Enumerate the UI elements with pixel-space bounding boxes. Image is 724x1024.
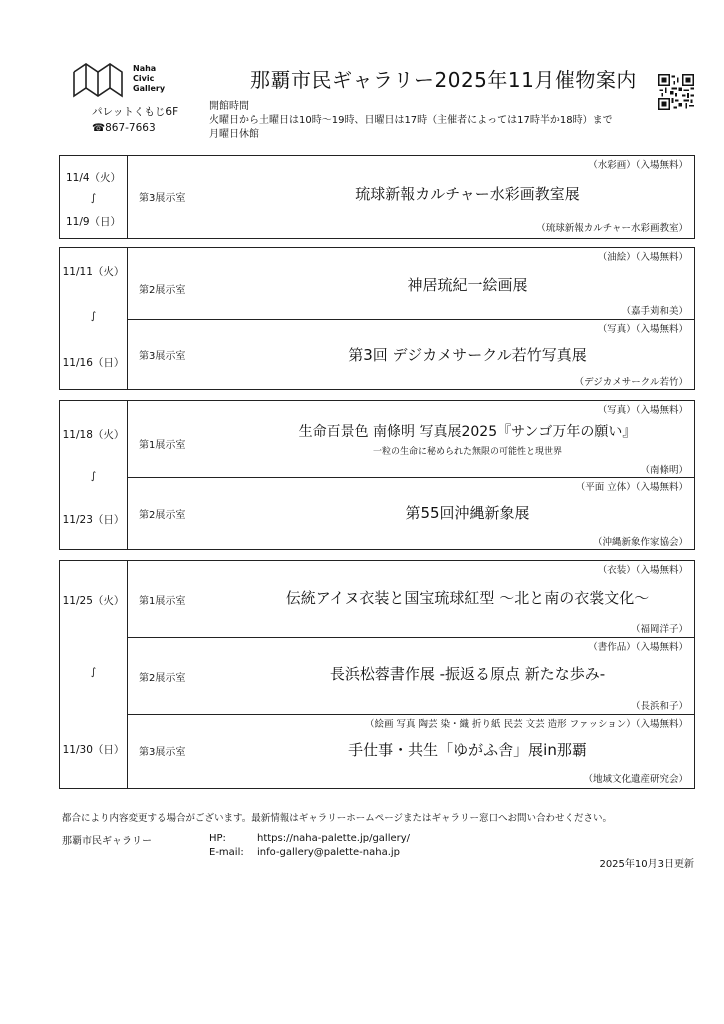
gallery-name: 那覇市民ギャラリー (62, 836, 152, 847)
schedule-block-2 (59, 247, 695, 390)
location-info (92, 104, 178, 136)
change-notice: 都合により内容変更する場合がございます。最新情報はギャラリーホームページまたはギャラリー窓口へお問い合わせください。 (62, 813, 613, 824)
date-end: 11/30（日） (62, 744, 125, 756)
qr-code-icon[interactable] (658, 74, 694, 110)
event-organizer: （長浜和子） (630, 701, 688, 712)
date-column (60, 561, 128, 788)
event-title: 第3回 デジカメサークル若竹写真展 (348, 346, 587, 364)
date-end: 11/9（日） (65, 216, 122, 228)
room-label: 第3展示室 (139, 747, 186, 758)
date-start: 11/4（火） (65, 172, 122, 184)
room-label: 第1展示室 (139, 596, 186, 607)
hp-label: HP: (209, 833, 226, 844)
closed-day: 月曜日休館 (209, 129, 259, 140)
opening-hours (209, 100, 613, 142)
event-title: 手仕事・共生「ゆがふ舎」展in那覇 (348, 741, 587, 759)
page-title: 那覇市民ギャラリー2025年11月催物案内 (250, 68, 637, 92)
room-label: 第2展示室 (139, 673, 186, 684)
room-label: 第2展示室 (139, 510, 186, 521)
event-category: （衣装）（入場無料） (597, 565, 688, 576)
event-organizer: （地域文化遺産研究会） (583, 774, 688, 785)
date-column (60, 401, 128, 549)
event-item (127, 561, 694, 637)
event-category: （油絵）（入場無料） (597, 252, 688, 263)
date-end: 11/16（日） (62, 357, 125, 369)
email-link[interactable]: info-gallery@palette-naha.jp (257, 847, 401, 858)
location: パレットくもじ6F (92, 106, 179, 118)
date-start: 11/11（火） (62, 266, 125, 278)
event-item (127, 714, 694, 789)
room-label: 第1展示室 (139, 440, 186, 451)
event-item (127, 156, 694, 238)
date-range-mark: ∫ (90, 311, 97, 322)
room-label: 第3展示室 (139, 193, 186, 204)
date-range-mark: ∫ (90, 193, 97, 204)
event-item (127, 637, 694, 715)
event-organizer: （沖縄新象作家協会） (592, 537, 688, 548)
date-range-mark: ∫ (90, 667, 97, 678)
phone: ☎867-7663 (92, 122, 156, 134)
website-link[interactable]: https://naha-palette.jp/gallery/ (257, 833, 411, 844)
event-organizer: （福岡洋子） (630, 624, 688, 635)
logo-text: Naha Civic Gallery (133, 64, 166, 93)
schedule-block-1 (59, 155, 695, 239)
event-organizer: （嘉手苅和美） (621, 306, 688, 317)
event-item (127, 248, 694, 319)
room-label: 第3展示室 (139, 351, 186, 362)
gallery-logo (72, 62, 182, 98)
date-end: 11/23（日） (62, 514, 125, 526)
event-title: 生命百景色 南條明 写真展2025『サンゴ万年の願い』 (298, 424, 637, 440)
email-label: E-mail: (209, 847, 244, 858)
event-subtitle: 一粒の生命に秘められた無限の可能性と現世界 (372, 447, 562, 457)
event-item (127, 477, 694, 550)
event-item (127, 401, 694, 477)
room-label: 第2展示室 (139, 285, 186, 296)
event-title: 伝統アイヌ衣装と国宝琉球紅型 ～北と南の衣裳文化～ (285, 589, 650, 607)
date-column (60, 156, 128, 238)
schedule-block-3 (59, 400, 695, 550)
contact-info (209, 832, 410, 860)
hours-text: 火曜日から土曜日は10時～19時、日曜日は17時（主催者によっては17時半か18時）まで (209, 115, 613, 126)
hours-label: 開館時間 (209, 101, 249, 112)
event-category: （書作品）（入場無料） (588, 642, 688, 653)
event-item (127, 319, 694, 390)
event-category: （水彩画）（入場無料） (588, 160, 688, 171)
date-range-mark: ∫ (90, 471, 97, 482)
event-category: （写真）（入場無料） (597, 405, 688, 416)
event-organizer: （デジカメサークル若竹） (574, 377, 688, 388)
event-title: 第55回沖縄新象展 (405, 504, 530, 522)
event-category: （平面 立体）（入場無料） (575, 482, 688, 493)
schedule-block-4 (59, 560, 695, 789)
event-title: 神居琉紀一絵画展 (407, 276, 528, 294)
event-category: （写真）（入場無料） (597, 324, 688, 335)
date-column (60, 248, 128, 389)
event-organizer: （南條明） (640, 465, 688, 476)
event-organizer: （琉球新報カルチャー水彩画教室） (536, 223, 688, 234)
event-title: 琉球新報カルチャー水彩画教室展 (355, 185, 580, 203)
event-title: 長浜松蓉書作展 -振返る原点 新たな歩み- (329, 665, 606, 683)
updated-date: 2025年10月3日更新 (599, 859, 694, 870)
date-start: 11/18（火） (62, 429, 125, 441)
date-start: 11/25（火） (62, 595, 125, 607)
event-category: （絵画 写真 陶芸 染・織 折り紙 民芸 文芸 造形 ファッション）（入場無料） (364, 719, 688, 730)
